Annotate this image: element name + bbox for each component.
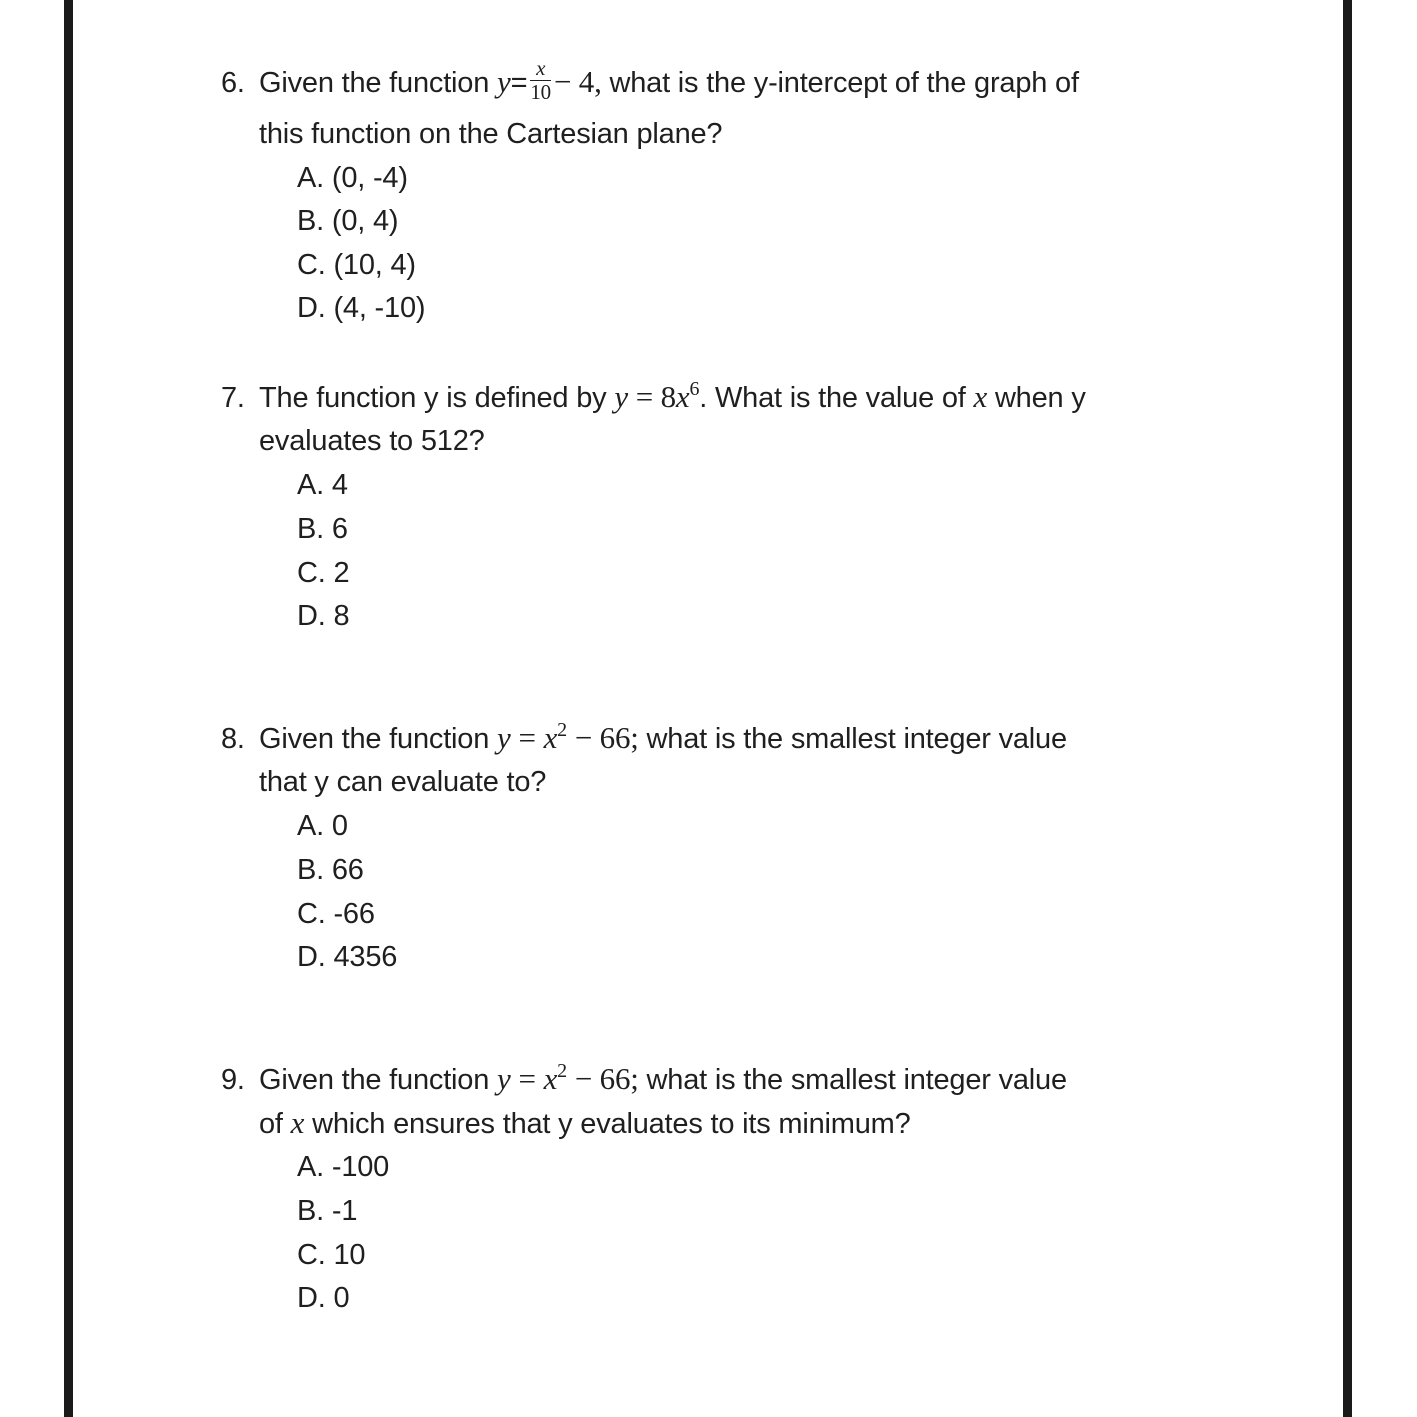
option-c: C. 2 [297,557,350,589]
question-text: which ensures that y evaluates to its minimum? [312,1108,911,1140]
question-7-stem-line-1 [221,379,1086,415]
question-number: 6. [221,67,245,100]
question-text: Given the function [259,1064,490,1096]
exponent: 2 [557,719,567,741]
page-border-right [1343,0,1352,1417]
math-variable: y [497,64,511,100]
question-6-stem-line-2: this function on the Cartesian plane? [259,118,723,150]
question-text: what is the smallest integer value [646,723,1067,755]
option-c: C. -66 [297,898,375,930]
math-expression: − 66; [574,720,639,755]
math-expression: − 4, [553,64,602,100]
option-d: D. (4, -10) [297,292,426,324]
option-a: A. (0, -4) [297,162,408,194]
math-expression: = 8 [635,379,676,414]
option-c: C. 10 [297,1239,366,1271]
page-border-left [64,0,73,1417]
option-a: A. 4 [297,469,348,501]
question-number: 9. [221,1064,245,1096]
question-9-stem-line-1 [221,1061,1067,1097]
question-text: The function y is defined by [259,382,607,414]
exponent: 2 [557,1060,567,1082]
math-variable: x [290,1105,305,1140]
equals-sign: = [518,1061,536,1096]
option-a: A. -100 [297,1151,390,1183]
option-b: B. (0, 4) [297,205,399,237]
question-8-stem-line-2: that y can evaluate to? [259,766,547,798]
question-text: what is the y-intercept of the graph of [609,67,1079,100]
question-text: . What is the value of [699,382,966,414]
question-text: of [259,1108,283,1140]
question-text: what is the smallest integer value [646,1064,1067,1096]
math-variable: x [675,379,690,414]
fraction [530,58,551,103]
math-variable: x [973,379,988,414]
math-expression: − 66; [574,1061,639,1096]
question-6-stem-line-1 [221,56,1079,104]
option-a: A. 0 [297,810,348,842]
math-variable: y [497,720,511,755]
question-text: Given the function [259,67,490,100]
question-text: when y [994,382,1086,414]
question-number: 8. [221,723,245,755]
question-text: Given the function [259,723,490,755]
option-b: B. 6 [297,513,348,545]
math-variable: y [497,1061,511,1096]
equals-sign: = [510,67,528,100]
math-variable: y [614,379,628,414]
option-d: D. 8 [297,600,350,632]
question-number: 7. [221,382,245,414]
question-8-stem-line-1 [221,720,1067,756]
math-variable: x [543,720,558,755]
fraction-denominator: 10 [530,80,551,104]
option-b: B. 66 [297,854,364,886]
option-c: C. (10, 4) [297,249,416,281]
question-7-stem-line-2: evaluates to 512? [259,425,485,457]
option-b: B. -1 [297,1195,358,1227]
math-variable: x [543,1061,558,1096]
question-9-stem-line-2 [259,1105,911,1141]
equals-sign: = [518,720,536,755]
option-d: D. 0 [297,1282,350,1314]
option-d: D. 4356 [297,941,398,973]
fraction-numerator: x [530,58,551,81]
exponent: 6 [689,378,700,400]
